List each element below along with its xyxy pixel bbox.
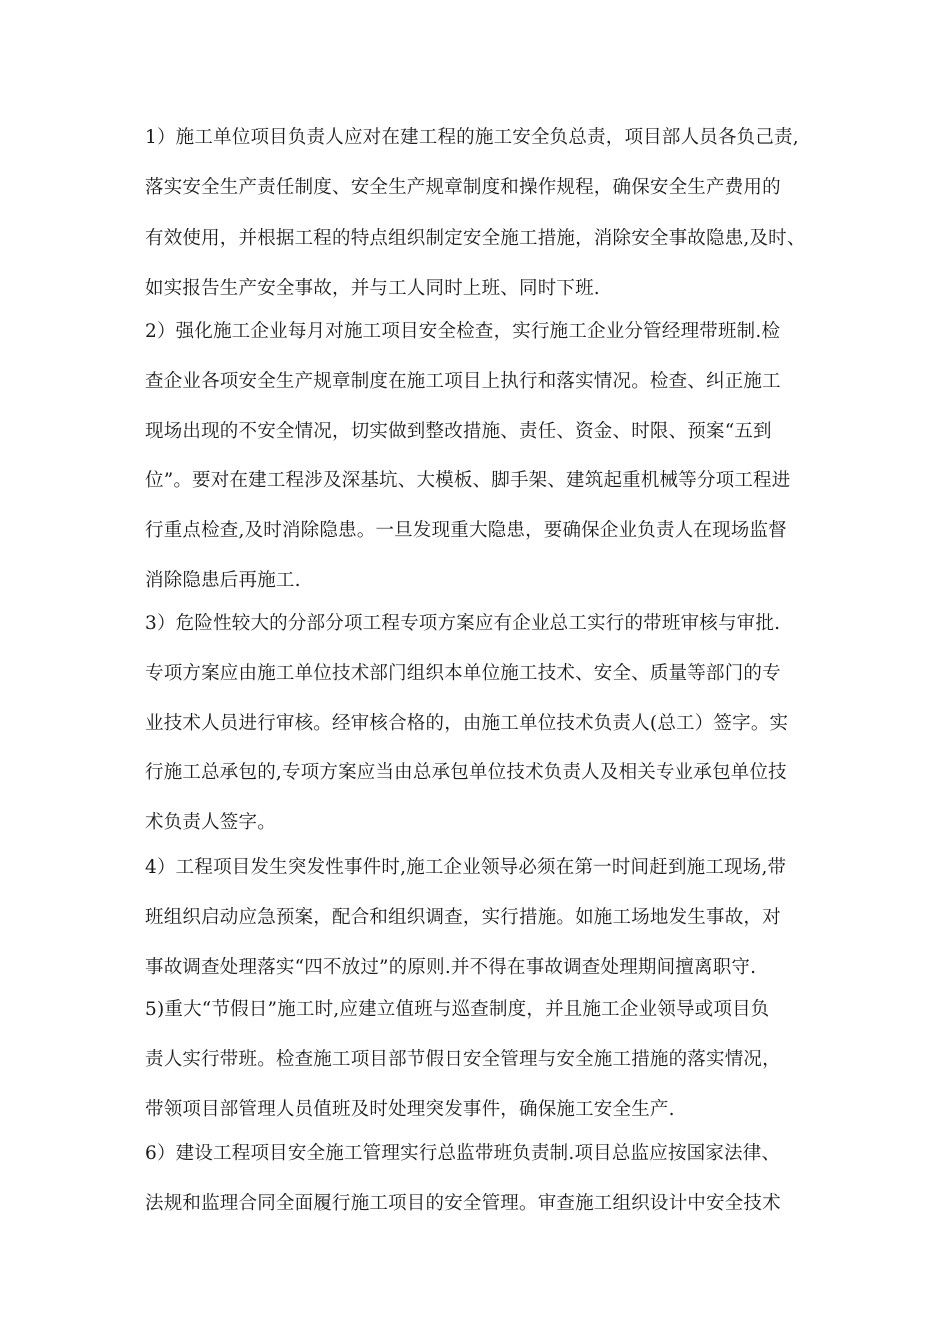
text-line: 4）工程项目发生突发性事件时,施工企业领导必须在第一时间赶到施工现场,带 — [145, 857, 787, 878]
text-line: 如实报告生产安全事故，并与工人同时上班、同时下班. — [145, 278, 600, 299]
text-line: 现场出现的不安全情况，切实做到整改措施、责任、资金、时限、预案“五到 — [145, 421, 772, 442]
text-line: 查企业各项安全生产规章制度在施工项目上执行和落实情况。检查、纠正施工 — [145, 371, 781, 392]
text-line: 消除隐患后再施工. — [145, 570, 301, 591]
text-line: 术负责人签字。 — [145, 812, 276, 833]
text-line: 事故调查处理落实“四不放过”的原则.并不得在事故调查处理期间擅离职守. — [145, 957, 757, 978]
text-line: 法规和监理合同全面履行施工项目的安全管理。审查施工组织设计中安全技术 — [145, 1193, 781, 1214]
text-line: 落实安全生产责任制度、安全生产规章制度和操作规程，确保安全生产费用的 — [145, 177, 781, 198]
text-line: 2）强化施工企业每月对施工项目安全检查，实行施工企业分管经理带班制.检 — [145, 321, 781, 342]
text-line: 行施工总承包的,专项方案应当由总承包单位技术负责人及相关专业承包单位技 — [145, 762, 787, 783]
text-line: 业技术人员进行审核。经审核合格的，由施工单位技术负责人(总工）签字。实 — [145, 713, 789, 734]
text-line: 位”。要对在建工程涉及深基坑、大模板、脚手架、建筑起重机械等分项工程进 — [145, 470, 791, 491]
text-line: 专项方案应由施工单位技术部门组织本单位施工技术、安全、质量等部门的专 — [145, 663, 781, 684]
text-line: 班组织启动应急预案，配合和组织调查，实行措施。如施工场地发生事故，对 — [145, 907, 781, 928]
text-line: 5)重大“节假日”施工时,应建立值班与巡查制度，并且施工企业领导或项目负 — [145, 999, 770, 1020]
text-line: 1）施工单位项目负责人应对在建工程的施工安全负总责，项目部人员各负己责, — [145, 127, 799, 148]
text-line: 6）建设工程项目安全施工管理实行总监带班负责制.项目总监应按国家法律、 — [145, 1143, 781, 1164]
text-line: 有效使用，并根据工程的特点组织制定安全施工措施，消除安全事故隐患,及时、 — [145, 228, 806, 249]
text-line: 行重点检查,及时消除隐患。一旦发现重大隐患，要确保企业负责人在现场监督 — [145, 520, 787, 541]
text-line: 带领项目部管理人员值班及时处理突发事件，确保施工安全生产. — [145, 1099, 675, 1120]
text-line: 责人实行带班。检查施工项目部节假日安全管理与安全施工措施的落实情况， — [145, 1049, 781, 1070]
text-line: 3）危险性较大的分部分项工程专项方案应有企业总工实行的带班审核与审批. — [145, 613, 781, 634]
